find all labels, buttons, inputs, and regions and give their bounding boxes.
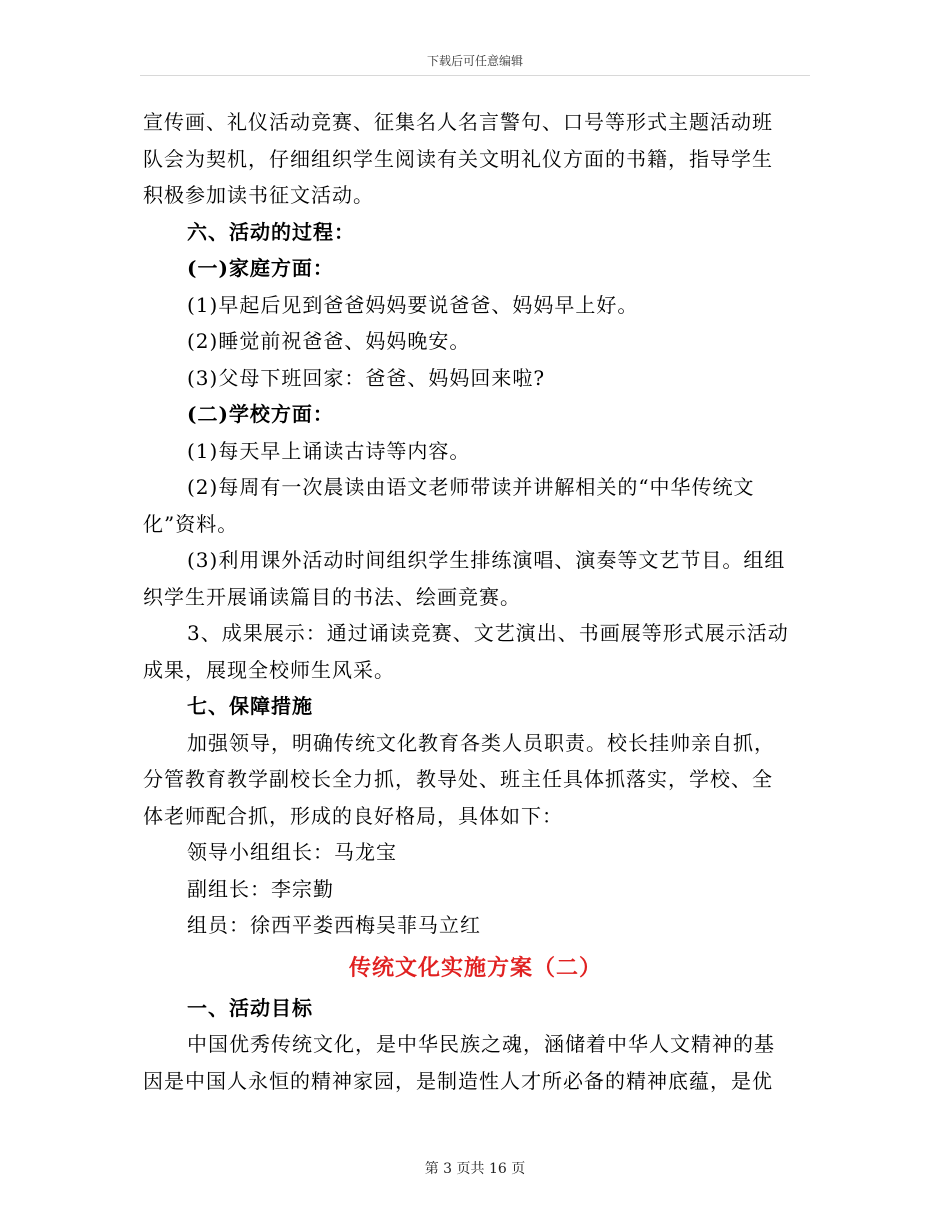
paragraph-line: 加强领导，明确传统文化教育各类人员职责。校长挂帅亲自抓， (187, 730, 775, 755)
section-heading: 一、活动目标 (187, 995, 313, 1020)
paragraph-line: 队会为契机，仔细组织学生阅读有关文明礼仪方面的书籍，指导学生 (143, 146, 773, 171)
section-heading: 七、保障措施 (187, 694, 313, 718)
list-item: (2)睡觉前祝爸爸、妈妈晚安。 (187, 329, 471, 353)
paragraph-line: 织学生开展诵读篇目的书法、绘画竞赛。 (143, 584, 521, 609)
paragraph-line: 中国优秀传统文化，是中华民族之魂，涵储着中华人文精神的基 (187, 1032, 775, 1056)
paragraph-line: 组员：徐西平娄西梅吴菲马立红 (187, 913, 481, 937)
paragraph-line: 成果，展现全校师生风采。 (143, 657, 395, 682)
paragraph-line: 分管教育教学副校长全力抓，教导处、班主任具体抓落实，学校、全 (143, 767, 773, 791)
list-item: (2)每周有一次晨读由语文老师带读并讲解相关的“中华传统文 (187, 475, 755, 499)
header-divider (140, 75, 810, 76)
subsection-heading: (二)学校方面： (187, 402, 334, 426)
paragraph-line: 宣传画、礼仪活动竞赛、征集名人名言警句、口号等形式主题活动班 (143, 110, 773, 134)
list-item: (3)父母下班回家：爸爸、妈妈回来啦? (187, 365, 546, 390)
subsection-heading: (一)家庭方面： (187, 256, 334, 280)
paragraph-line: 积极参加读书征文活动。 (143, 183, 374, 207)
page-footer: 第 3 页共 16 页 (424, 1161, 526, 1177)
document-body (143, 104, 808, 1099)
list-item: (1)早起后见到爸爸妈妈要说爸爸、妈妈早上好。 (187, 292, 639, 317)
list-item: (1)每天早上诵读古诗等内容。 (187, 438, 471, 463)
paragraph-line: 领导小组组长：马龙宝 (187, 840, 397, 864)
paragraph-line: 体老师配合抓，形成的良好格局，具体如下： (143, 803, 563, 828)
paragraph-line: 因是中国人永恒的精神家园，是制造性人才所必备的精神底蕴，是优 (143, 1068, 773, 1093)
section-title: 传统文化实施方案（二） (348, 954, 602, 981)
list-item: (3)利用课外活动时间组织学生排练演唱、演奏等文艺节目。组组 (187, 548, 786, 572)
page-header: 下载后可任意编辑 (426, 54, 523, 68)
paragraph-line: 3、成果展示：通过诵读竞赛、文艺演出、书画展等形式展示活动 (187, 621, 789, 645)
paragraph-line: 化”资料。 (143, 511, 239, 536)
section-heading: 六、活动的过程： (187, 219, 355, 244)
paragraph-line: 副组长：李宗勤 (187, 876, 334, 901)
